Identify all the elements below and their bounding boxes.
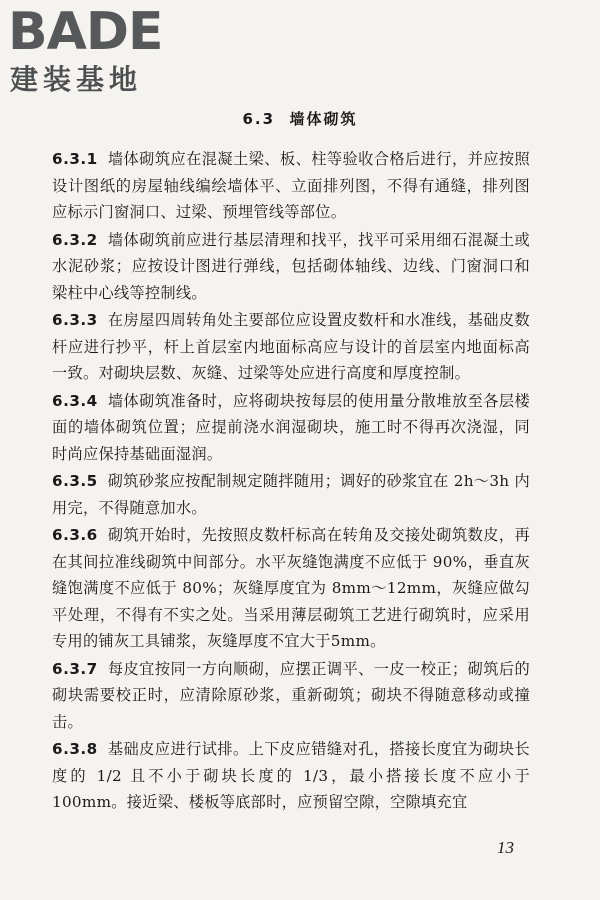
clause-number: 6.3.7 bbox=[52, 659, 98, 678]
clause-6-3-2 bbox=[52, 227, 530, 307]
clause-number: 6.3.1 bbox=[52, 150, 98, 168]
clause-text: 在房屋四周转角处主要部位应设置皮数杆和水准线，基础皮数杆应进行抄平，杆上首层室内地面标高应与设计的首层室内地面标高一致。对砌块层数、灰缝、过梁等处应进行高度和厚度控制。 bbox=[52, 311, 530, 382]
clause-number: 6.3.4 bbox=[52, 391, 98, 410]
clause-number: 6.3.6 bbox=[52, 526, 98, 544]
clause-6-3-1 bbox=[52, 146, 530, 226]
logo-mark: BADE bbox=[8, 2, 163, 62]
section-title: 6.3 墙体砌筑 bbox=[242, 110, 358, 128]
clause-text: 墙体砌筑准备时，应将砌块按每层的使用量分散堆放至各层楼面的墙体砌筑位置；应提前浇水润湿砌块，施工时不得再次浇湿，同时尚应保持基础面湿润。 bbox=[52, 391, 530, 463]
clause-text: 每皮宜按同一方向顺砌，应摆正调平、一皮一校正；砌筑后的砌块需要校正时，应清除原砂浆，重新砌筑；砌块不得随意移动或撞击。 bbox=[52, 659, 530, 731]
clause-number: 6.3.2 bbox=[52, 230, 98, 249]
clause-6-3-3 bbox=[52, 307, 530, 387]
logo-subtitle: 建装基地 bbox=[10, 63, 143, 96]
clause-text: 砌筑砂浆应按配制规定随拌随用；调好的砂浆宜在 2h～3h 内用完，不得随意加水。 bbox=[52, 472, 530, 517]
clause-6-3-8 bbox=[52, 736, 530, 816]
logo bbox=[8, 4, 178, 100]
clause-text: 墙体砌筑应在混凝土梁、板、柱等验收合格后进行，并应按照设计图纸的房屋轴线编绘墙体平、立面排列图，不得有通缝，排列图应标示门窗洞口、过梁、预埋管线等部位。 bbox=[52, 150, 530, 221]
clause-6-3-6 bbox=[52, 522, 530, 655]
clause-6-3-4 bbox=[52, 388, 530, 468]
clause-6-3-7 bbox=[52, 656, 530, 736]
document-body bbox=[52, 146, 530, 817]
clause-text: 墙体砌筑前应进行基层清理和找平，找平可采用细石混凝土或水泥砂浆；应按设计图进行弹线，包括砌体轴线、边线、门窗洞口和梁柱中心线等控制线。 bbox=[52, 230, 530, 302]
clause-number: 6.3.8 bbox=[52, 740, 98, 758]
clause-text: 砌筑开始时，先按照皮数杆标高在转角及交接处砌筑数皮，再在其间拉准线砌筑中间部分。水平灰缝饱满度不应低于 90%，垂直灰缝饱满度不应低于 80%；灰缝厚度宜为 8mm～12mm，灰缝应做勾平处理，不得有不实之处。当采用薄层砌筑工艺进行砌筑时，应采用专用的铺灰工具铺浆，灰缝厚度不宜大于5mm。 bbox=[52, 526, 530, 650]
clause-number: 6.3.3 bbox=[52, 311, 98, 329]
clause-number: 6.3.5 bbox=[52, 472, 98, 490]
clause-text: 基础皮应进行试排。上下皮应错缝对孔，搭接长度宜为砌块长度的 1/2 且不小于砌块长度的 1/3，最小搭接长度不应小于 100mm。接近梁、楼板等底部时，应预留空隙，空隙填充宜 bbox=[52, 740, 530, 811]
page-number: 13 bbox=[497, 838, 514, 857]
clause-6-3-5 bbox=[52, 468, 530, 521]
